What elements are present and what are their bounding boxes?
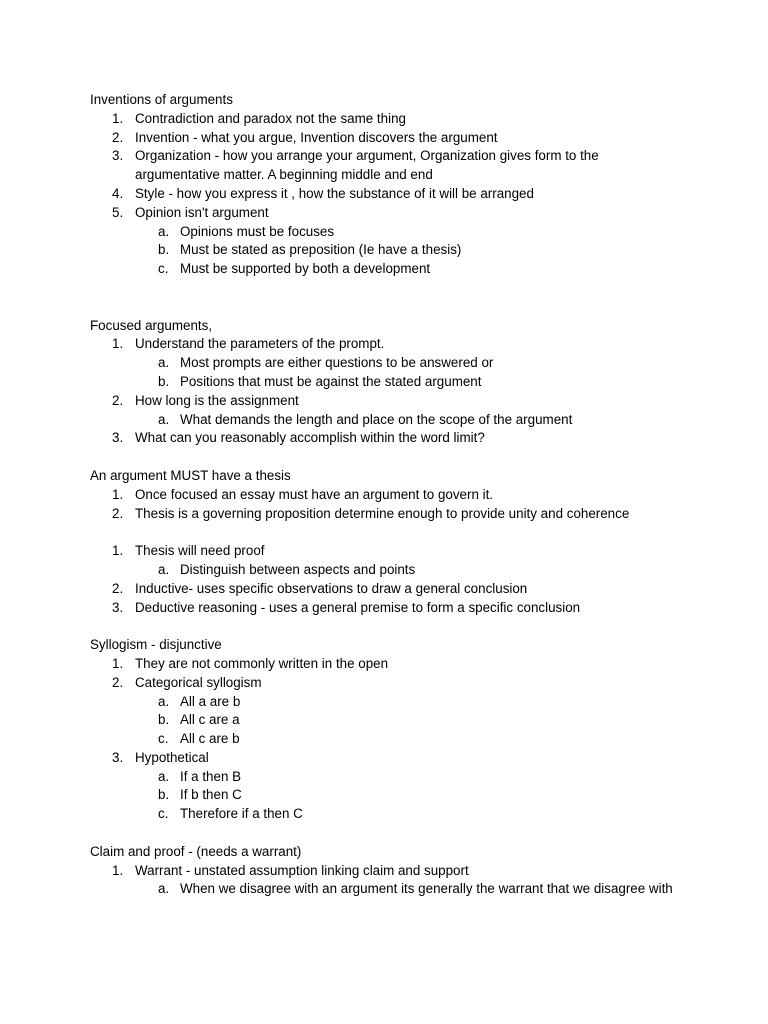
- list-item: [90, 862, 680, 881]
- list-marker: b.: [158, 712, 170, 728]
- list-item: [90, 335, 680, 354]
- list-item: [90, 486, 680, 505]
- sub-list-item: [90, 805, 680, 824]
- spacer: [90, 279, 680, 317]
- list-item: [90, 147, 680, 185]
- list-marker: 3.: [112, 148, 124, 164]
- list-item-text: If a then B: [180, 768, 242, 784]
- list-item-text: Opinion isn't argument: [135, 204, 269, 220]
- sub-list-item: [90, 786, 680, 805]
- sub-list-item: [90, 223, 680, 242]
- sub-list-item: [90, 354, 680, 373]
- list-item: [90, 204, 680, 223]
- list-item: [90, 505, 680, 524]
- section-heading: An argument MUST have a thesis: [90, 467, 291, 483]
- list-marker: c.: [158, 731, 169, 747]
- list-item-text: All c are b: [180, 731, 240, 747]
- list-marker: b.: [158, 242, 170, 258]
- list-item-text: Opinions must be focuses: [180, 223, 335, 239]
- list-item: [90, 655, 680, 674]
- section-heading: Focused arguments,: [90, 317, 213, 333]
- list-marker: a.: [158, 768, 170, 784]
- list-item: [90, 542, 680, 561]
- list-marker: c.: [158, 261, 169, 277]
- spacer: [90, 824, 680, 843]
- sub-list-item: [90, 373, 680, 392]
- list-marker: 2.: [112, 580, 124, 596]
- list-item-text: Contradiction and paradox not the same thing: [135, 110, 406, 126]
- list-marker: 1.: [112, 336, 124, 352]
- list-marker: 2.: [112, 674, 124, 690]
- spacer: [90, 617, 680, 636]
- list-marker: a.: [158, 881, 170, 897]
- list-marker: a.: [158, 561, 170, 577]
- list-item-text: Distinguish between aspects and points: [180, 561, 416, 577]
- list-item-text: How long is the assignment: [135, 392, 299, 408]
- section-heading: Syllogism - disjunctive: [90, 637, 222, 653]
- section-heading: Claim and proof - (needs a warrant): [90, 843, 302, 859]
- list-item-text: If b then C: [180, 787, 242, 803]
- list-item-text: All c are a: [180, 712, 240, 728]
- list-item-text: Once focused an essay must have an argument to govern it.: [135, 486, 494, 502]
- list-marker: 3.: [112, 430, 124, 446]
- list-item-text: Thesis will need proof: [135, 543, 265, 559]
- list-marker: 3.: [112, 749, 124, 765]
- list-item: [90, 392, 680, 411]
- sub-list-item: [90, 693, 680, 712]
- list-marker: 1.: [112, 486, 124, 502]
- spacer: [90, 448, 680, 467]
- list-item-text: Understand the parameters of the prompt.: [135, 336, 385, 352]
- list-item-text: Inductive- uses specific observations to draw a general conclusion: [135, 580, 528, 596]
- sub-list-item: [90, 241, 680, 260]
- list-item: [90, 674, 680, 693]
- section-heading: Inventions of arguments: [90, 92, 233, 107]
- list-item-text: What demands the length and place on the scope of the argument: [180, 411, 573, 427]
- list-item-text: What can you reasonably accomplish within the word limit?: [135, 430, 485, 446]
- list-item-text: Must be stated as preposition (Ie have a thesis): [180, 242, 462, 258]
- list-item: [90, 129, 680, 148]
- list-marker: 1.: [112, 543, 124, 559]
- list-item-text: Must be supported by both a development: [180, 261, 431, 277]
- list-marker: a.: [158, 223, 170, 239]
- list-item: [90, 580, 680, 599]
- document-content: [90, 91, 680, 899]
- list-item-text: They are not commonly written in the open: [135, 655, 389, 671]
- list-item: [90, 185, 680, 204]
- list-item: [90, 749, 680, 768]
- list-item-text: Deductive reasoning - uses a general premise to form a specific conclusion: [135, 599, 581, 615]
- sub-list-item: [90, 411, 680, 430]
- list-item: [90, 110, 680, 129]
- list-marker: 4.: [112, 185, 124, 201]
- list-marker: a.: [158, 693, 170, 709]
- list-marker: 5.: [112, 204, 124, 220]
- list-item-text: Style - how you express it , how the substance of it will be arranged: [135, 185, 534, 201]
- list-item-text: Therefore if a then C: [180, 806, 303, 822]
- sub-list-item: [90, 561, 680, 580]
- list-marker: b.: [158, 787, 170, 803]
- list-item-text: Organization - how you arrange your argument, Organization gives form to the argumentative matter. A beginning middle and end: [135, 148, 599, 183]
- list-item-text: When we disagree with an argument its generally the warrant that we disagree with: [180, 881, 673, 897]
- list-marker: 1.: [112, 110, 124, 126]
- list-item-text: Positions that must be against the stated argument: [180, 373, 482, 389]
- sub-list-item: [90, 711, 680, 730]
- list-item-text: Categorical syllogism: [135, 674, 262, 690]
- sub-list-item: [90, 880, 680, 899]
- spacer: [90, 523, 680, 542]
- list-marker: 2.: [112, 129, 124, 145]
- list-item-text: Thesis is a governing proposition determine enough to provide unity and coherence: [135, 505, 630, 521]
- sub-list-item: [90, 768, 680, 787]
- list-marker: a.: [158, 355, 170, 371]
- list-item-text: Hypothetical: [135, 749, 209, 765]
- list-marker: 2.: [112, 505, 124, 521]
- sub-list-item: [90, 260, 680, 279]
- sub-list-item: [90, 730, 680, 749]
- list-marker: 2.: [112, 392, 124, 408]
- list-item-text: Most prompts are either questions to be answered or: [180, 355, 494, 371]
- list-item: [90, 599, 680, 618]
- list-item-text: All a are b: [180, 693, 241, 709]
- list-marker: a.: [158, 411, 170, 427]
- list-item: [90, 429, 680, 448]
- list-item-text: Invention - what you argue, Invention discovers the argument: [135, 129, 498, 145]
- list-marker: 1.: [112, 862, 124, 878]
- list-marker: 1.: [112, 655, 124, 671]
- list-marker: c.: [158, 806, 169, 822]
- list-marker: b.: [158, 373, 170, 389]
- list-marker: 3.: [112, 599, 124, 615]
- list-item-text: Warrant - unstated assumption linking claim and support: [135, 862, 469, 878]
